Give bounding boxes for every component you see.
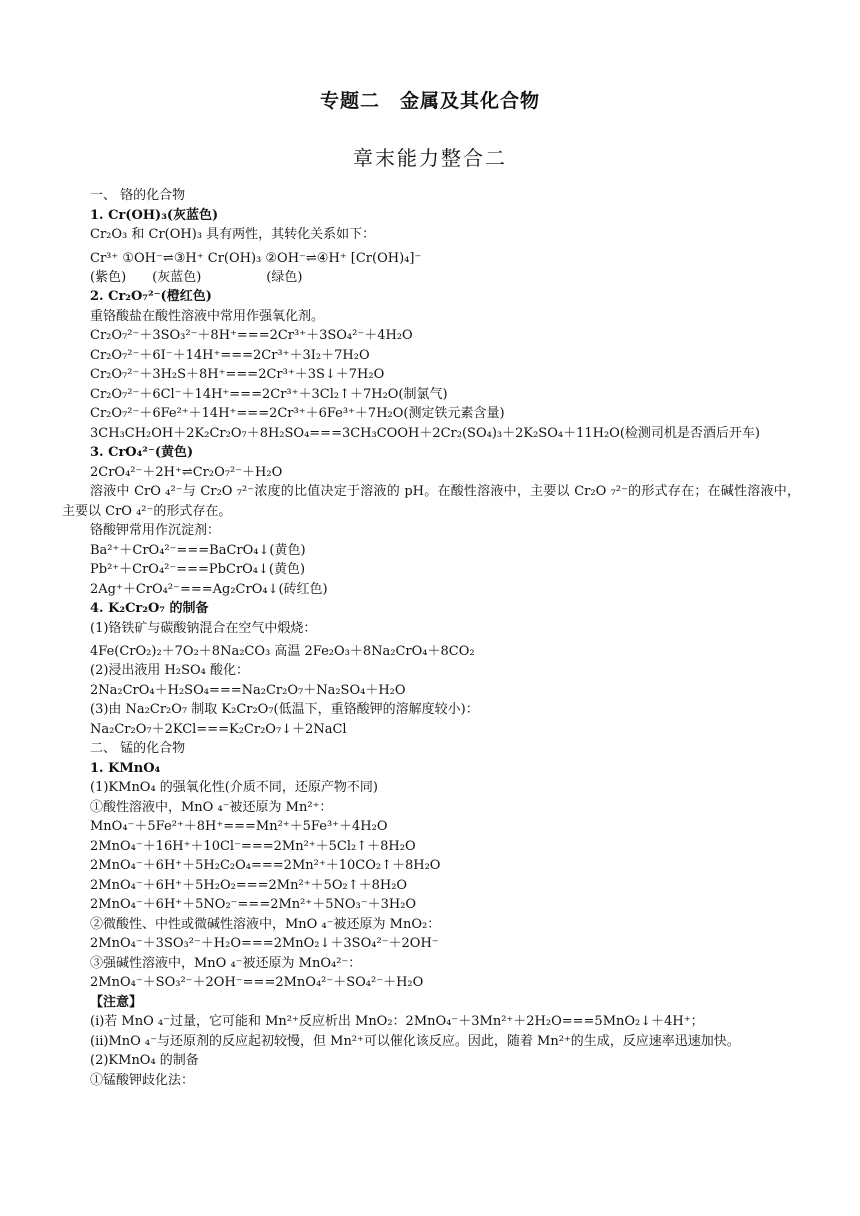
subheading-k2cr2o7-prep: 4. K₂Cr₂O₇ 的制备 (90, 601, 209, 616)
chapter-title: 专题二 金属及其化合物 (319, 90, 540, 112)
text-line: (1)铬铁矿与碳酸钠混合在空气中煅烧： (90, 620, 317, 636)
equation-line: Ba²⁺＋CrO₄²⁻===BaCrO₄↓(黄色) (90, 542, 306, 558)
text-line: 重铬酸盐在酸性溶液中常用作强氧化剂。 (90, 308, 325, 324)
equation-line: Cr₂O₇²⁻＋3H₂S＋8H⁺===2Cr³⁺＋3S↓＋7H₂O (90, 367, 385, 382)
section-subtitle: 章末能力整合二 (353, 146, 507, 170)
text-line: (3)由 Na₂Cr₂O₇ 制取 K₂Cr₂O₇(低温下，重铬酸钾的溶解度较小)： (90, 702, 479, 717)
document-body (62, 186, 800, 1090)
equation-line: 2MnO₄⁻＋SO₃²⁻＋2OH⁻===2MnO₄²⁻＋SO₄²⁻＋H₂O (90, 975, 424, 990)
subheading-dichromate: 2. Cr₂O₇²⁻(橙红色) (90, 289, 212, 304)
equation-line: 2MnO₄⁻＋3SO₃²⁻＋H₂O===2MnO₂↓＋3SO₄²⁻＋2OH⁻ (90, 936, 439, 951)
equation-line: 2MnO₄⁻＋6H⁺＋5H₂C₂O₄===2Mn²⁺＋10CO₂↑＋8H₂O (90, 858, 441, 873)
text-line: ①锰酸钾歧化法： (90, 1072, 195, 1088)
equation-line: Pb²⁺＋CrO₄²⁻===PbCrO₄↓(黄色) (90, 562, 306, 577)
equation-line: Na₂Cr₂O₇＋2KCl===K₂Cr₂O₇↓＋2NaCl (90, 721, 347, 737)
subheading-cr-oh3: 1. Cr(OH)₃(灰蓝色) (90, 207, 219, 223)
equation-line: 2MnO₄⁻＋6H⁺＋5NO₂⁻===2Mn²⁺＋5NO₃⁻＋3H₂O (90, 897, 417, 912)
equation-line: 3CH₃CH₂OH＋2K₂Cr₂O₇＋8H₂SO₄===3CH₃COOH＋2Cr₂(SO₄)₃＋2K₂SO₄＋11H₂O(检测司机是否酒后开车) (90, 425, 760, 441)
note-item: (ⅰ)若 MnO ₄⁻过量，它可能和 Mn²⁺反应析出 MnO₂：2MnO₄⁻＋3Mn²⁺＋2H₂O===5MnO₂↓＋4H⁺； (90, 1014, 704, 1029)
equation-line: Cr₂O₇²⁻＋6I⁻＋14H⁺===2Cr³⁺＋3I₂＋7H₂O (90, 347, 370, 363)
equation-line: 2MnO₄⁻＋6H⁺＋5H₂O₂===2Mn²⁺＋5O₂↑＋8H₂O (90, 877, 408, 893)
equation-line: MnO₄⁻＋5Fe²⁺＋8H⁺===Mn²⁺＋5Fe³⁺＋4H₂O (90, 819, 388, 834)
paragraph-text: 溶液中 CrO ₄²⁻与 Cr₂O ₇²⁻浓度的比值决定于溶液的 pH。在酸性溶液中，主要以 Cr₂O ₇²⁻的形式存在；在碱性溶液中，主要以 CrO ₄²⁻的形式存在。 (62, 484, 800, 519)
equation-line: 2CrO₄²⁻＋2H⁺⇌Cr₂O₇²⁻＋H₂O (90, 464, 283, 480)
text-line: ②微酸性、中性或微碱性溶液中，MnO ₄⁻被还原为 MnO₂： (90, 916, 441, 932)
note-item: (ⅱ)MnO ₄⁻与还原剂的反应起初较慢，但 Mn²⁺可以催化该反应。因此，随着 Mn²⁺的生成，反应速率迅速加快。 (90, 1033, 740, 1049)
equation-line: Cr₂O₇²⁻＋6Cl⁻＋14H⁺===2Cr³⁺＋3Cl₂↑＋7H₂O(制氯气) (90, 386, 448, 402)
text-line: ①酸性溶液中，MnO ₄⁻被还原为 Mn²⁺： (90, 799, 333, 815)
equation-line: 2MnO₄⁻＋16H⁺＋10Cl⁻===2Mn²⁺＋5Cl₂↑＋8H₂O (90, 838, 416, 854)
text-line: 铬酸钾常用作沉淀剂： (90, 523, 221, 538)
equation-line: Cr₂O₇²⁻＋3SO₃²⁻＋8H⁺===2Cr³⁺＋3SO₄²⁻＋4H₂O (90, 328, 413, 343)
section-heading-manganese: 二、 锰的化合物 (90, 741, 186, 756)
equation-line: Cr₂O₇²⁻＋6Fe²⁺＋14H⁺===2Cr³⁺＋6Fe³⁺＋7H₂O(测定铁元素含量) (90, 406, 505, 421)
color-labels: (紫色) (灰蓝色) (绿色) (90, 269, 303, 285)
text-line: Cr₂O₃ 和 Cr(OH)₃ 具有两性，其转化关系如下： (90, 227, 376, 242)
note-heading: 【注意】 (90, 994, 143, 1010)
conversion-scheme: Cr³⁺ ①OH⁻⇌③H⁺ Cr(OH)₃ ②OH⁻⇌④H⁺ [Cr(OH)₄]⁻ (90, 250, 422, 266)
section-heading-chromium: 一、 铬的化合物 (90, 188, 186, 203)
equation-line: 4Fe(CrO₂)₂＋7O₂＋8Na₂CO₃ 高温 2Fe₂O₃＋8Na₂CrO₄＋8CO₂ (90, 644, 475, 659)
text-line: (1)KMnO₄ 的强氧化性(介质不同，还原产物不同) (90, 780, 378, 795)
equation-line: 2Na₂CrO₄＋H₂SO₄===Na₂Cr₂O₇＋Na₂SO₄＋H₂O (90, 682, 406, 698)
subheading-kmno4: 1. KMnO₄ (90, 760, 161, 776)
text-line: ③强碱性溶液中，MnO ₄⁻被还原为 MnO₄²⁻： (90, 955, 362, 971)
text-line: (2)浸出液用 H₂SO₄ 酸化： (90, 663, 250, 678)
equation-line: 2Ag⁺＋CrO₄²⁻===Ag₂CrO₄↓(砖红色) (90, 581, 328, 597)
subheading-chromate: 3. CrO₄²⁻(黄色) (90, 445, 194, 460)
text-line: (2)KMnO₄ 的制备 (90, 1053, 199, 1068)
